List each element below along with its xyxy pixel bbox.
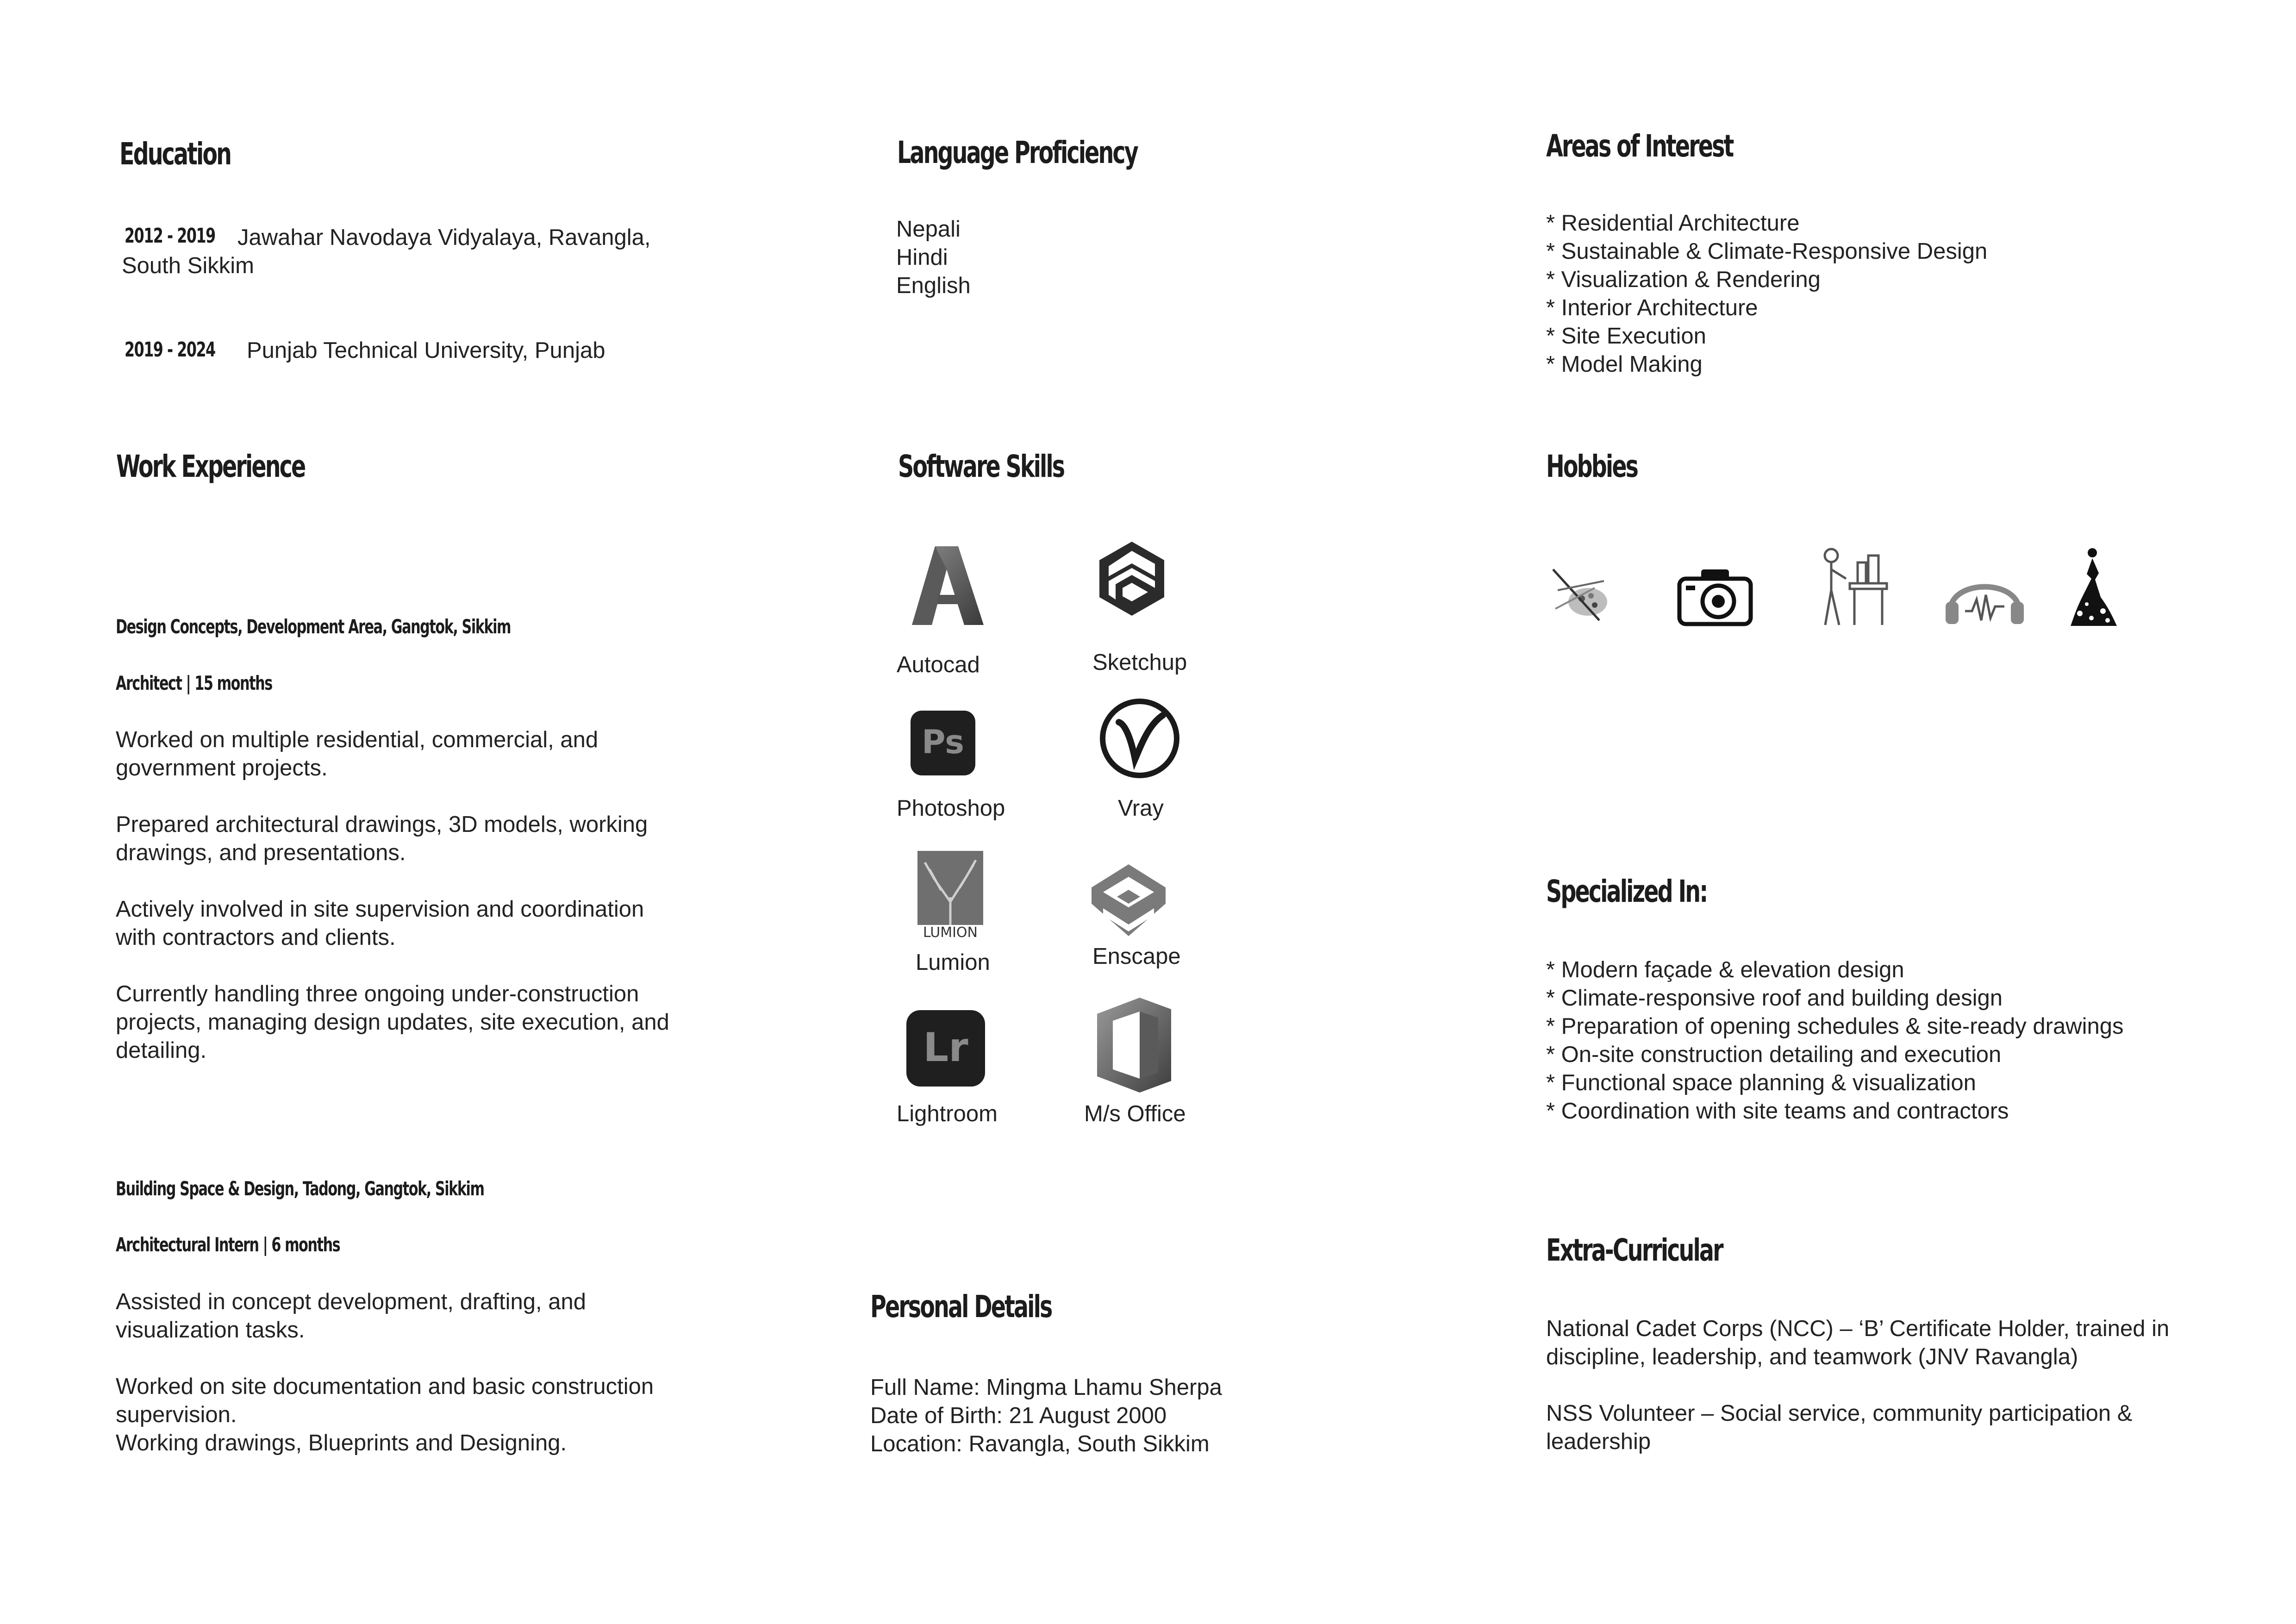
hobbies-heading: Hobbies (1546, 449, 1638, 484)
interest-item: * Visualization & Rendering (1546, 267, 1821, 292)
extra-curricular-list (1546, 1315, 2169, 1456)
text-line: National Cadet Corps (NCC) – ‘B’ Certificate Holder, trained in (1546, 1316, 2170, 1341)
photoshop-icon-text: Ps (922, 723, 964, 761)
extra-paragraph (1546, 1399, 2169, 1456)
software-label: Autocad (897, 652, 980, 677)
text-line: leadership (1546, 1429, 1651, 1454)
education-location: South Sikkim (122, 253, 254, 278)
interest-item: * Model Making (1546, 352, 1703, 377)
interest-item: * Interior Architecture (1546, 295, 1758, 320)
specialized-list (1546, 956, 2124, 1125)
lightroom-icon (906, 1010, 985, 1087)
language-heading: Language Proficiency (897, 135, 1137, 170)
education-entry-2-text (247, 337, 605, 365)
job-paragraph (116, 811, 669, 867)
job-paragraph (116, 1373, 654, 1457)
text-line: Worked on multiple residential, commercial, and (116, 727, 599, 752)
personal-detail: Date of Birth: 21 August 2000 (870, 1403, 1167, 1428)
drafting-icon (1814, 546, 1890, 627)
enscape-icon (1089, 862, 1168, 938)
interest-item: * Site Execution (1546, 324, 1706, 349)
text-line: with contractors and clients. (116, 925, 396, 950)
specialized-heading: Specialized In: (1546, 874, 1707, 909)
text-line: Prepared architectural drawings, 3D models, working (116, 812, 648, 837)
language-item: Nepali (896, 217, 961, 242)
text-line: drawings, and presentations. (116, 840, 406, 865)
office-icon (1093, 995, 1174, 1095)
software-label: Sketchup (1092, 650, 1187, 675)
text-line: Currently handling three ongoing under-construction (116, 981, 639, 1006)
job-company: Building Space & Design, Tadong, Gangtok, Sikkim (116, 1177, 484, 1200)
work-experience-heading: Work Experience (116, 449, 305, 484)
extra-paragraph (1546, 1315, 2169, 1371)
text-line: Worked on site documentation and basic construction (116, 1374, 654, 1399)
job-paragraph (116, 726, 669, 782)
job-role: Architect | 15 months (116, 672, 272, 694)
education-years: 2019 - 2024 (125, 338, 215, 362)
personal-detail: Full Name: Mingma Lhamu Sherpa (870, 1375, 1222, 1400)
autocad-icon (910, 544, 984, 627)
education-school: Jawahar Navodaya Vidyalaya, Ravangla, (237, 225, 651, 250)
text-line: supervision. (116, 1402, 237, 1427)
lumion-icon-text: LUMION (923, 924, 978, 939)
interest-item: * Sustainable & Climate-Responsive Design (1546, 239, 1988, 264)
job-paragraph (116, 980, 669, 1065)
extra-curricular-heading: Extra-Curricular (1546, 1232, 1722, 1268)
software-label: Enscape (1092, 944, 1181, 969)
software-label: Lumion (916, 950, 990, 975)
education-years: 2012 - 2019 (125, 224, 215, 248)
job-paragraph (116, 1288, 654, 1344)
personal-details-heading: Personal Details (870, 1289, 1052, 1324)
job-paragraph (116, 895, 669, 952)
text-line: visualization tasks. (116, 1318, 305, 1343)
job-role: Architectural Intern | 6 months (116, 1233, 340, 1256)
sketchup-icon (1095, 539, 1169, 618)
text-line: government projects. (116, 756, 328, 781)
dance-icon (2068, 546, 2119, 627)
painting-icon (1548, 562, 1613, 627)
specialized-item: * Modern façade & elevation design (1546, 957, 1904, 982)
language-list (896, 215, 971, 300)
text-line: Assisted in concept development, drafting, and (116, 1289, 586, 1314)
music-headphones-icon (1942, 562, 2028, 627)
software-skills-heading: Software Skills (898, 449, 1064, 484)
education-heading: Education (119, 136, 231, 172)
text-line: projects, managing design updates, site execution, and (116, 1010, 669, 1035)
specialized-item: * Climate-responsive roof and building design (1546, 986, 2003, 1011)
text-line: detailing. (116, 1038, 207, 1063)
specialized-item: * Coordination with site teams and contractors (1546, 1099, 2009, 1124)
specialized-item: * On-site construction detailing and execution (1546, 1042, 2002, 1067)
education-school: Punjab Technical University, Punjab (247, 338, 605, 363)
job-description (116, 1288, 654, 1457)
personal-detail: Location: Ravangla, South Sikkim (870, 1431, 1210, 1456)
interests-heading: Areas of Interest (1546, 128, 1733, 164)
vray-icon (1098, 697, 1181, 780)
language-item: English (896, 273, 971, 298)
camera-icon (1676, 562, 1754, 627)
software-label: M/s Office (1084, 1101, 1186, 1126)
software-label: Photoshop (897, 796, 1005, 821)
lumion-icon (916, 851, 985, 939)
text-line: discipline, leadership, and teamwork (JNV Ravangla) (1546, 1344, 2078, 1369)
text-line: NSS Volunteer – Social service, community participation & (1546, 1401, 2133, 1426)
language-item: Hindi (896, 245, 948, 270)
text-line: Working drawings, Blueprints and Designing. (116, 1430, 567, 1455)
specialized-item: * Preparation of opening schedules & site-ready drawings (1546, 1014, 2124, 1039)
text-line: Actively involved in site supervision and coordination (116, 897, 644, 922)
software-label: Vray (1118, 796, 1164, 821)
job-company: Design Concepts, Development Area, Gangtok, Sikkim (116, 615, 511, 638)
interest-item: * Residential Architecture (1546, 211, 1800, 236)
photoshop-icon (911, 711, 975, 775)
software-label: Lightroom (897, 1101, 998, 1126)
lightroom-icon-text: Lr (923, 1024, 968, 1071)
specialized-item: * Functional space planning & visualization (1546, 1070, 1976, 1095)
personal-details-list (870, 1374, 1222, 1458)
education-entry-1-text (122, 224, 651, 280)
interests-list (1546, 209, 1987, 379)
job-description (116, 726, 669, 1065)
